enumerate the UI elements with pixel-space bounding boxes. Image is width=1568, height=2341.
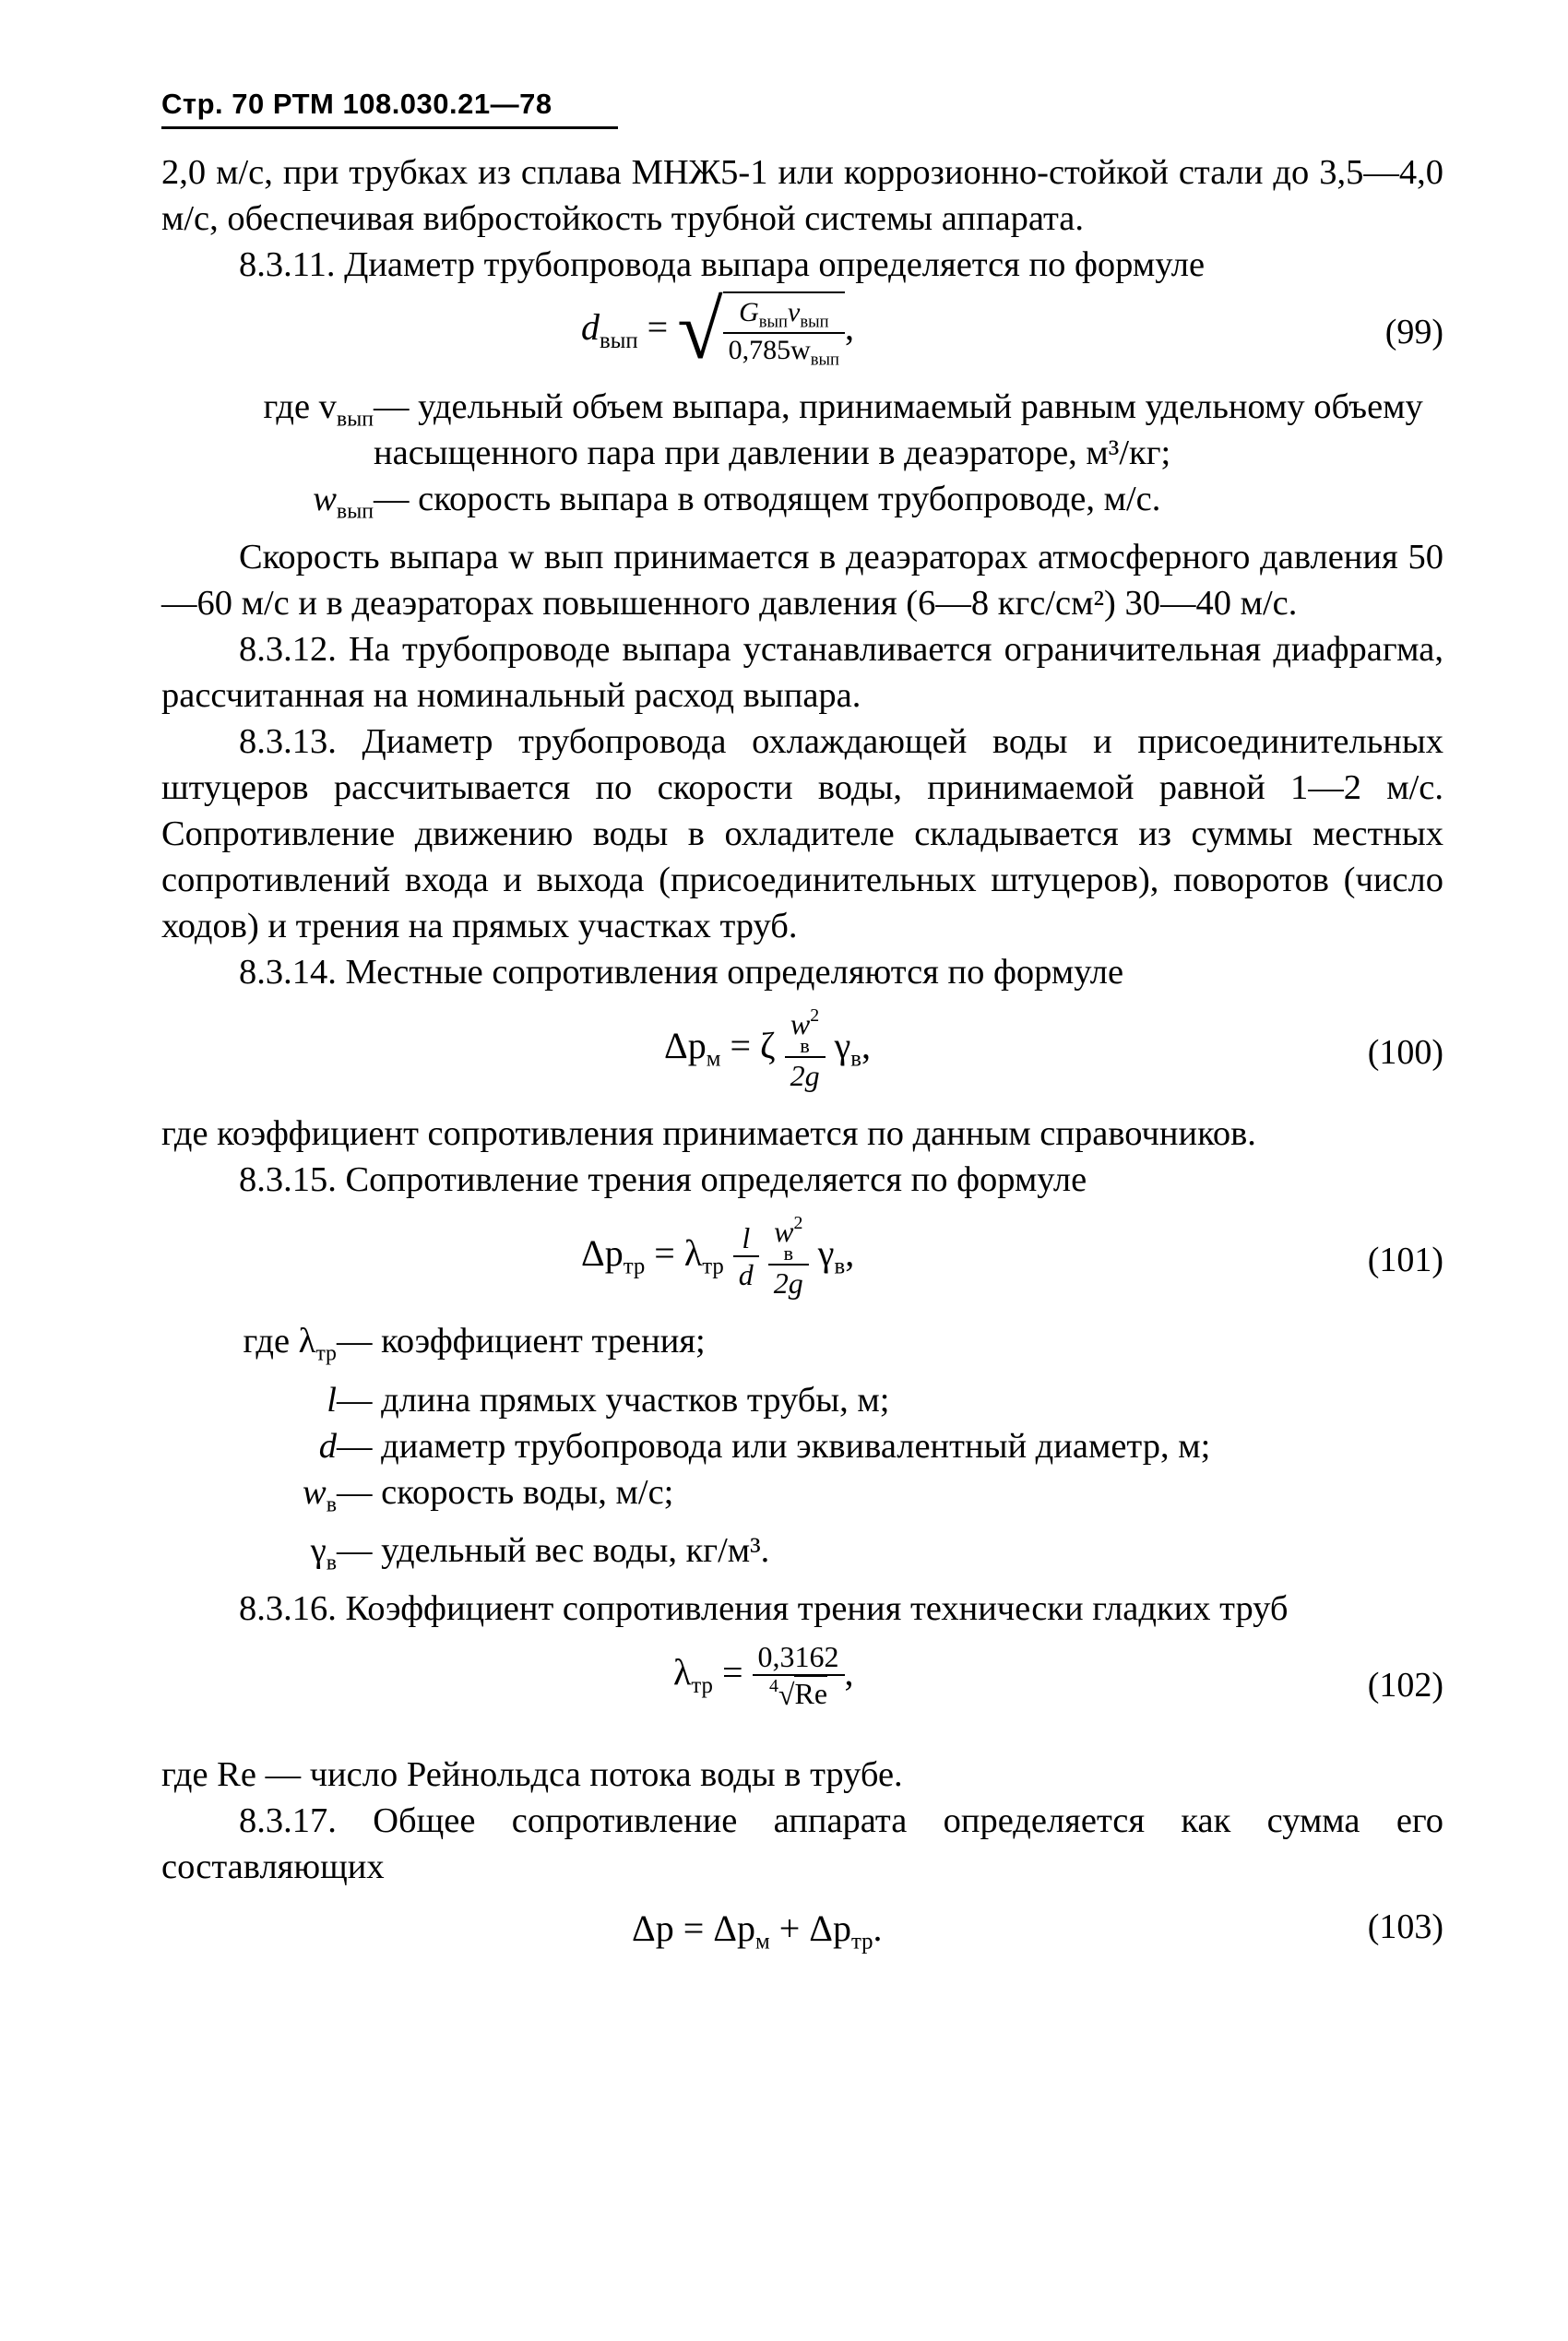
paragraph-8-3-12: 8.3.12. На трубопроводе выпара устанавливается ограничительная диафрагма, рассчитанная на номинальный расход выпара. — [161, 630, 1443, 716]
document-page — [161, 88, 1443, 1973]
definitions-99 — [161, 384, 1443, 534]
paragraph-8-3-17: 8.3.17. Общее сопротивление аппарата определяется как сумма его составляющих — [161, 1801, 1443, 1887]
paragraph-8-3-14: 8.3.14. Местные сопротивления определяются по формуле — [239, 953, 1124, 992]
formula-102: $\lambda_{тр}$ = $\frac{0,3162}{^4√Re}$ , (102) — [673, 1640, 1443, 1711]
definition-v-vyp: где $v_{вып}$ — удельный объем выпара, принимаемый равным удельному объему насыщенного пара при давлении в деаэраторе, м³/кг; — [263, 387, 1423, 472]
definition-lambda: где $\lambda_{тр}$ — коэффициент трения; — [243, 1322, 706, 1366]
definition-gamma: $\gamma_в$ — удельный вес воды, кг/м³. — [310, 1531, 770, 1575]
paragraph-8-3-15: 8.3.15. Сопротивление трения определяется по формуле — [239, 1160, 1087, 1200]
paragraph-continuation: 2,0 м/с, при трубках из сплава МНЖ5-1 или коррозионно-стойкой стали до 3,5—4,0 м/с, обеспечивая вибростойкость трубной системы аппарата. — [161, 153, 1443, 238]
formula-number-99: (99) — [1384, 313, 1443, 351]
formula-100: $\Delta p_м = \zeta$ $w^2$ в 2g $\gamma_в$, (100) — [664, 1005, 1443, 1092]
formula-number-101: (101) — [1367, 1241, 1443, 1280]
paragraph-reynolds: где Re — число Рейнольдса потока воды в трубе. — [161, 1755, 903, 1795]
sqrt-symbol: √ $\frac{G_{вып}v_{вып}}{0,785w_{вып}}$ — [677, 291, 845, 371]
page-header: Стр. 70 РТМ 108.030.21—78 — [161, 88, 618, 129]
paragraph-8-3-13: 8.3.13. Диаметр трубопровода охлаждающей воды и присоединительных штуцеров рассчитывается по скорости воды, принимаемой равной 1—2 м/с. Сопротивление движению воды в охладителе складывается из суммы местных сопротивлений входа и выхода (присоединительных штуцеров), поворотов (число ходов) и трения на прямых участках труб. — [161, 722, 1443, 946]
formula-number-102: (102) — [1367, 1666, 1443, 1705]
definition-w: $w_в$ — скорость воды, м/с; — [303, 1472, 674, 1517]
paragraph-coefficient-note: где коэффициент сопротивления принимается по данным справочников. — [161, 1114, 1256, 1154]
paragraph-vypar-speed: Скорость выпара w вып принимается в деаэраторах атмосферного давления 50—60 м/с и в деаэраторах повышенного давления (6—8 кгс/см²) 30—40 м/с. — [161, 538, 1443, 624]
formula-101: $\Delta p_{тр} = \lambda_{тр}$ $\frac{l}{d}$ $w^2$ в 2g $\gamma_в$, (101) — [581, 1213, 1443, 1300]
formula-99: $d_{вып}$ = √ $\frac{G_{вып}v_{вып}}{0,785w_{вып}}$ , (99) — [581, 284, 1443, 376]
definitions-101 — [161, 1318, 1443, 1586]
definition-d: d — диаметр трубопровода или эквивалентный диаметр, м; — [318, 1426, 1211, 1466]
paragraph-8-3-16: 8.3.16. Коэффициент сопротивления трения технически гладких труб — [239, 1589, 1289, 1629]
paragraph-8-3-11: 8.3.11. Диаметр трубопровода выпара определяется по формуле — [239, 245, 1206, 284]
formula-number-103: (103) — [1367, 1907, 1443, 1947]
definition-l: l — длина прямых участков трубы, м; — [327, 1380, 890, 1420]
formula-number-100: (100) — [1367, 1033, 1443, 1073]
definition-w-vyp: $w_{вып}$ — скорость выпара в отводящем трубопроводе, м/с. — [313, 480, 1161, 524]
formula-103: $\Delta p = \Delta p_м + \Delta p_{тр}$. (103) — [632, 1907, 1443, 1955]
